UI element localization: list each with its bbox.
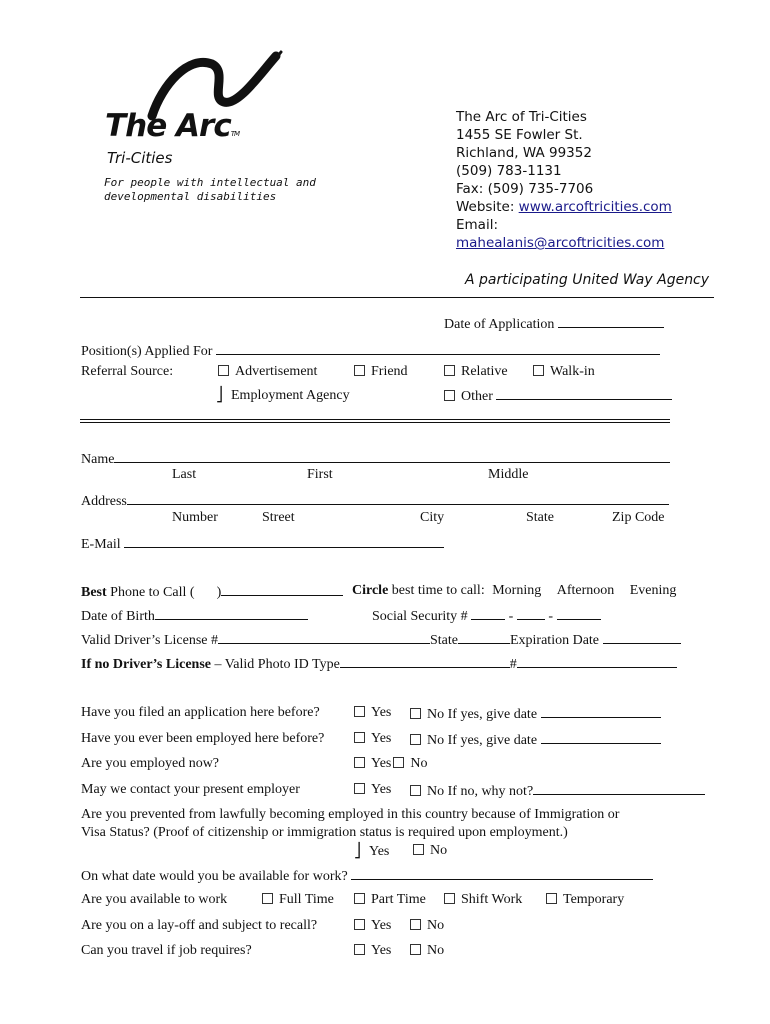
email-link[interactable]: mahealanis@arcoftricities.com	[456, 235, 665, 251]
q-prevented-yes[interactable]: ⎦ Yes	[354, 844, 390, 859]
time-afternoon[interactable]: Afternoon	[556, 583, 615, 598]
address-number-caption: Number	[172, 510, 218, 525]
checkbox[interactable]	[444, 390, 455, 401]
section-divider	[80, 422, 670, 423]
q-available-date: On what date would you be available for work?	[81, 867, 653, 885]
checkbox[interactable]	[354, 893, 365, 904]
date-of-application-field[interactable]	[558, 315, 664, 328]
name-first-caption: First	[307, 467, 333, 482]
checkbox[interactable]	[354, 919, 365, 930]
ssn-part-3[interactable]	[557, 607, 601, 620]
org-email	[456, 234, 672, 252]
phone-field[interactable]	[221, 583, 343, 596]
header-divider	[80, 297, 714, 298]
positions-field[interactable]	[216, 342, 660, 355]
name-middle-caption: Middle	[488, 467, 529, 482]
checkmark-icon: ⎦	[216, 388, 223, 403]
checkbox[interactable]	[354, 944, 365, 955]
address-field[interactable]	[127, 492, 669, 505]
time-morning[interactable]: Morning	[492, 583, 542, 598]
checkbox[interactable]	[546, 893, 557, 904]
q-employed-now: Are you employed now?	[81, 756, 220, 771]
checkbox[interactable]	[410, 734, 421, 745]
org-name: The Arc of Tri-Cities	[456, 109, 587, 125]
best-phone-row: Best Phone to Call ( )	[81, 583, 343, 601]
name-row: Name	[81, 450, 670, 468]
checkbox[interactable]	[410, 944, 421, 955]
date-of-application-row: Date of Application	[444, 315, 664, 333]
checkbox[interactable]	[533, 365, 544, 376]
checkbox[interactable]	[262, 893, 273, 904]
checkbox[interactable]	[410, 785, 421, 796]
opt-shift-work[interactable]: Shift Work	[444, 892, 522, 908]
email-row: E-Mail	[81, 535, 444, 553]
referral-friend[interactable]: Friend	[354, 364, 408, 380]
q-layoff-yes[interactable]: Yes	[354, 918, 391, 934]
checkbox[interactable]	[444, 893, 455, 904]
photo-id-type-field[interactable]	[340, 655, 510, 668]
employed-date-field[interactable]	[541, 731, 661, 744]
referral-advertisement[interactable]: Advertisement	[218, 364, 317, 380]
checkbox[interactable]	[354, 732, 365, 743]
q-filed-before-no[interactable]: No If yes, give date	[410, 705, 661, 723]
why-not-field[interactable]	[533, 782, 705, 795]
checkbox[interactable]	[413, 844, 424, 855]
q-travel-yes[interactable]: Yes	[354, 943, 391, 959]
q-travel: Can you travel if job requires?	[81, 943, 252, 958]
q-employed-now-options[interactable]: Yes No	[354, 756, 428, 772]
website-link[interactable]: www.arcoftricities.com	[518, 199, 672, 215]
q-prevented-no[interactable]: No	[413, 843, 447, 859]
photo-id-row: If no Driver’s License – Valid Photo ID Type #	[81, 655, 677, 673]
checkbox[interactable]	[354, 706, 365, 717]
q-employed-before-no[interactable]: No If yes, give date	[410, 731, 661, 749]
email-field[interactable]	[124, 535, 444, 548]
q-available-to-work: Are you available to work	[81, 892, 228, 907]
opt-full-time[interactable]: Full Time	[262, 892, 334, 908]
org-fax: Fax: (509) 735-7706	[456, 181, 594, 197]
ssn-row: Social Security # - -	[372, 607, 601, 625]
logo-tagline: For people with intellectual and developmental disabilities	[104, 176, 316, 203]
filed-date-field[interactable]	[541, 705, 661, 718]
united-way-line: A participating United Way Agency	[465, 272, 710, 288]
logo-brand: The ArcTM	[105, 108, 240, 144]
best-time-row: Circle best time to call: Morning Afternoon Evening	[352, 583, 677, 598]
address-street-caption: Street	[262, 510, 295, 525]
referral-other[interactable]: Other	[444, 387, 672, 405]
time-evening[interactable]: Evening	[629, 583, 677, 598]
q-employed-before: Have you ever been employed here before?	[81, 731, 325, 746]
referral-label: Referral Source:	[81, 364, 174, 379]
license-expiration-field[interactable]	[603, 631, 681, 644]
address-state-caption: State	[526, 510, 554, 525]
opt-part-time[interactable]: Part Time	[354, 892, 426, 908]
checkbox[interactable]	[218, 365, 229, 376]
checkbox[interactable]	[354, 783, 365, 794]
section-divider	[80, 419, 670, 420]
org-city: Richland, WA 99352	[456, 145, 592, 161]
available-date-field[interactable]	[351, 867, 653, 880]
logo	[100, 50, 316, 210]
dob-row: Date of Birth	[81, 607, 308, 625]
org-street: 1455 SE Fowler St.	[456, 127, 583, 143]
checkmark-icon: ⎦	[354, 844, 361, 859]
checkbox[interactable]	[354, 757, 365, 768]
q-layoff: Are you on a lay-off and subject to recall?	[81, 918, 318, 933]
org-email-label: Email:	[456, 217, 499, 233]
org-website: Website: www.arcoftricities.com	[456, 199, 672, 215]
q-contact-employer-no[interactable]: No If no, why not?	[410, 782, 705, 800]
q-employed-before-yes[interactable]: Yes	[354, 731, 391, 747]
referral-relative[interactable]: Relative	[444, 364, 508, 380]
checkbox[interactable]	[354, 365, 365, 376]
name-last-caption: Last	[172, 467, 197, 482]
checkbox[interactable]	[444, 365, 455, 376]
q-layoff-no[interactable]: No	[410, 918, 444, 934]
address-row: Address	[81, 492, 669, 510]
license-row: Valid Driver’s License # State Expiration Date	[81, 631, 681, 649]
address-city-caption: City	[420, 510, 445, 525]
q-travel-no[interactable]: No	[410, 943, 444, 959]
license-state-field[interactable]	[458, 631, 510, 644]
q-prevented: Are you prevented from lawfully becoming employed in this country because of Immigration or Visa Status? (Proof of citizenship or immigration status is required upon employment.)	[81, 807, 620, 840]
name-field[interactable]	[114, 450, 670, 463]
positions-row: Position(s) Applied For	[81, 342, 660, 360]
logo-chapter: Tri-Cities	[107, 149, 173, 167]
checkbox[interactable]	[393, 757, 404, 768]
referral-employment-agency[interactable]: ⎦ Employment Agency	[216, 388, 350, 403]
q-filed-before: Have you filed an application here before?	[81, 705, 320, 720]
license-field[interactable]	[218, 631, 430, 644]
dob-field[interactable]	[155, 607, 308, 620]
q-contact-employer: May we contact your present employer	[81, 782, 300, 797]
opt-temporary[interactable]: Temporary	[546, 892, 624, 908]
org-phone: (509) 783-1131	[456, 163, 562, 179]
checkbox[interactable]	[410, 708, 421, 719]
q-contact-employer-yes[interactable]: Yes	[354, 782, 391, 798]
referral-walkin[interactable]: Walk-in	[533, 364, 595, 380]
q-filed-before-yes[interactable]: Yes	[354, 705, 391, 721]
ssn-part-2[interactable]	[517, 607, 545, 620]
contact-block	[456, 108, 672, 252]
photo-id-number-field[interactable]	[517, 655, 677, 668]
checkbox[interactable]	[410, 919, 421, 930]
ssn-part-1[interactable]	[471, 607, 505, 620]
address-zip-caption: Zip Code	[612, 510, 665, 525]
other-field[interactable]	[496, 387, 672, 400]
